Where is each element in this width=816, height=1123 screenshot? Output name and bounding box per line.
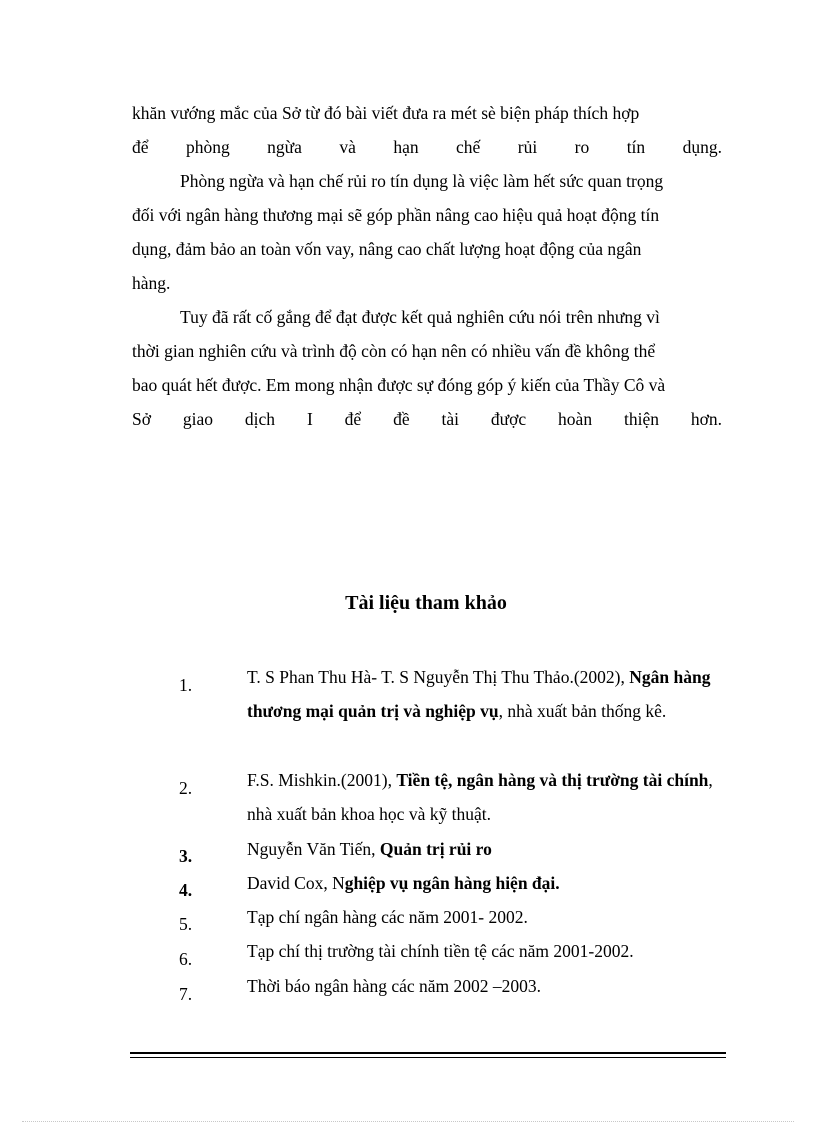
reference-title: ghiệp vụ ngân hàng hiện đại.: [344, 873, 560, 893]
reference-author: David Cox, N: [247, 873, 345, 893]
reference-author: F.S. Mishkin.(2001),: [247, 770, 397, 790]
reference-author: Tạp chí thị trường tài chính tiền tệ các năm 2001-2002.: [247, 941, 634, 961]
reference-number: 6.: [179, 949, 193, 969]
reference-text: [247, 660, 717, 728]
reference-title: Quản trị rủi ro: [379, 839, 492, 859]
reference-text: [247, 900, 717, 934]
reference-author: Thời báo ngân hàng các năm 2002 –2003.: [247, 976, 542, 996]
footer-rule: [130, 1052, 726, 1054]
reference-number: 7.: [179, 984, 193, 1004]
text-line: dụng, đảm bảo an toàn vốn vay, nâng cao chất lượng hoạt động của ngân: [132, 239, 642, 259]
reference-number: 4.: [179, 880, 193, 900]
reference-text: [247, 832, 717, 866]
reference-number: 1.: [179, 675, 193, 695]
footer-rule-thin: [130, 1057, 726, 1058]
reference-text: [247, 969, 717, 1003]
reference-author: Nguyễn Văn Tiến,: [247, 839, 380, 859]
reference-text: [247, 934, 717, 968]
text-line: đối với ngân hàng thương mại sẽ góp phần nâng cao hiệu quả hoạt động tín: [132, 205, 660, 225]
text-line: thời gian nghiên cứu và trình độ còn có hạn nên có nhiều vấn đề không thể: [132, 341, 656, 361]
text-line: Tuy đã rất cố gắng để đạt được kết quả nghiên cứu nói trên nhưng vì: [180, 307, 660, 327]
reference-author: T. S Phan Thu Hà- T. S Nguyễn Thị Thu Thảo.(2002),: [247, 667, 630, 687]
conclusion-text: [132, 96, 722, 436]
reference-text: [247, 763, 717, 831]
reference-author: Tạp chí ngân hàng các năm 2001- 2002.: [247, 907, 528, 927]
text-line: khăn vướng mắc của Sở từ đó bài viết đưa ra mét sè biện pháp thích hợp: [132, 103, 640, 123]
reference-publisher: , nhà xuất bản khoa học và kỹ thuật.: [247, 770, 713, 824]
text-line: bao quát hết được. Em mong nhận được sự đóng góp ý kiến của Thầy Cô và: [132, 375, 666, 395]
text-line: hàng.: [132, 273, 171, 293]
text-line: để phòng ngừa và hạn chế rủi ro tín dụng.: [132, 137, 722, 157]
reference-title: Ngân hàng thương mại quản trị và nghiệp vụ: [247, 667, 711, 721]
reference-title: Tiền tệ, ngân hàng và thị trường tài chính: [396, 770, 709, 790]
page-edge-divider: [22, 1121, 794, 1122]
text-line: Sở giao dịch I để đề tài được hoàn thiện hơn.: [132, 409, 722, 429]
reference-number: 3.: [179, 846, 193, 866]
references-heading: Tài liệu tham khảo: [345, 592, 507, 614]
reference-text: [247, 866, 717, 900]
reference-number: 2.: [179, 778, 193, 798]
reference-number: 5.: [179, 914, 193, 934]
text-line: Phòng ngừa và hạn chế rủi ro tín dụng là việc làm hết sức quan trọng: [180, 171, 664, 191]
reference-publisher: , nhà xuất bản thống kê.: [498, 701, 667, 721]
